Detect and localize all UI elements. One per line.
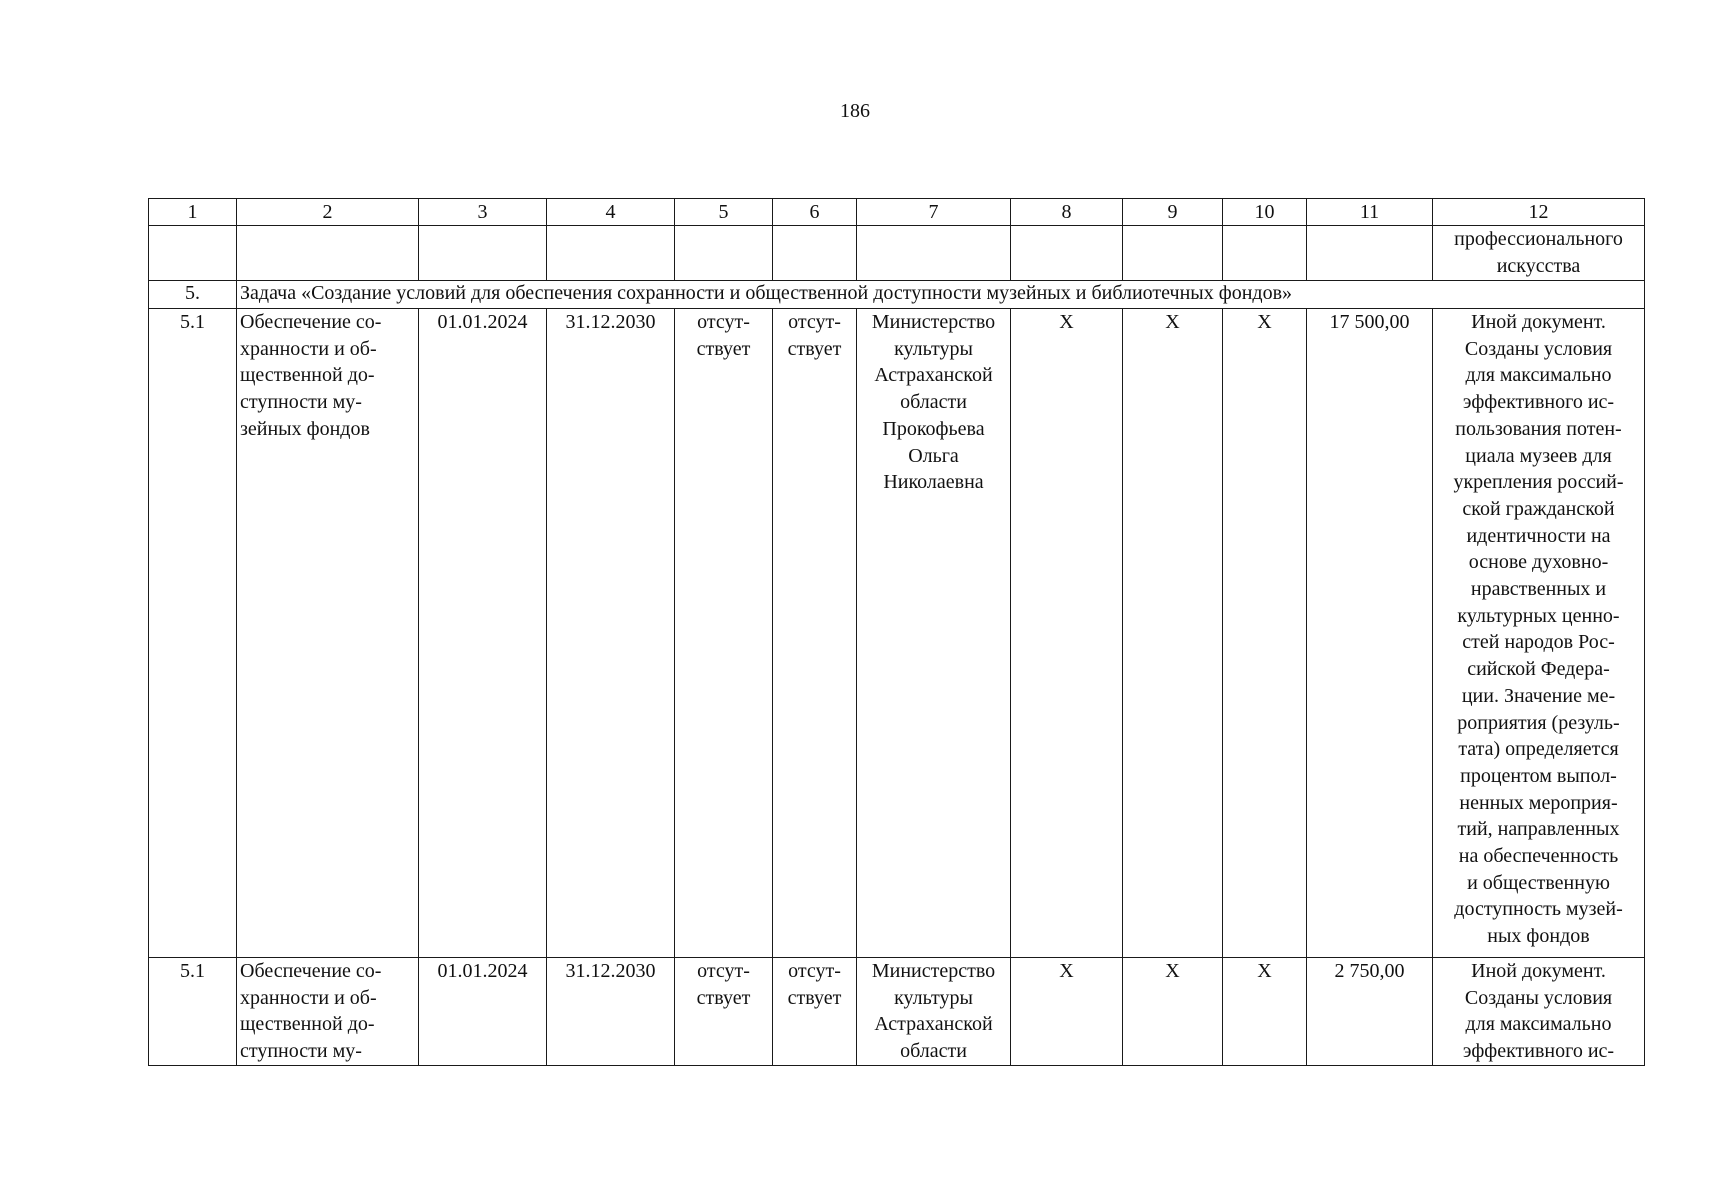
result-description: Иной документ. Созданы условия для максимально эффективного ис- <box>1433 958 1645 1066</box>
end-date: 31.12.2030 <box>547 309 675 958</box>
continuation-row <box>149 226 1645 281</box>
column-number-cell: 3 <box>419 199 547 226</box>
column-number-cell: 10 <box>1223 199 1307 226</box>
task-title: Задача «Создание условий для обеспечения сохранности и общественной доступности музейных и библиотечных фондов» <box>237 281 1645 309</box>
responsible-executor: Министерство культуры Астраханской области Прокофьева Ольга Николаевна <box>857 309 1011 958</box>
row-number: 5.1 <box>149 958 237 1066</box>
funding-amount: 2 750,00 <box>1307 958 1433 1066</box>
page-number: 186 <box>840 100 870 122</box>
column-number-cell: 6 <box>773 199 857 226</box>
column-number-cell: 1 <box>149 199 237 226</box>
column-number-cell: 5 <box>675 199 773 226</box>
continuation-text: профессионального искусства <box>1433 226 1645 281</box>
task-number: 5. <box>149 281 237 309</box>
activity-name: Обеспечение со- хранности и об- щественной до- ступности му- <box>237 958 419 1066</box>
column-6-value: отсут- ствует <box>773 958 857 1066</box>
column-9-value: X <box>1123 309 1223 958</box>
empty-cell <box>1223 226 1307 281</box>
row-number: 5.1 <box>149 309 237 958</box>
column-8-value: X <box>1011 958 1123 1066</box>
column-8-value: X <box>1011 309 1123 958</box>
column-number-cell: 11 <box>1307 199 1433 226</box>
column-number-cell: 4 <box>547 199 675 226</box>
empty-cell <box>773 226 857 281</box>
column-number-cell: 7 <box>857 199 1011 226</box>
start-date: 01.01.2024 <box>419 309 547 958</box>
column-number-cell: 9 <box>1123 199 1223 226</box>
start-date: 01.01.2024 <box>419 958 547 1066</box>
column-10-value: X <box>1223 958 1307 1066</box>
funding-amount: 17 500,00 <box>1307 309 1433 958</box>
empty-cell <box>857 226 1011 281</box>
column-number-cell: 8 <box>1011 199 1123 226</box>
empty-cell <box>1123 226 1223 281</box>
column-number-cell: 2 <box>237 199 419 226</box>
table-row <box>149 958 1645 1066</box>
empty-cell <box>675 226 773 281</box>
task-row <box>149 281 1645 309</box>
column-5-value: отсут- ствует <box>675 958 773 1066</box>
empty-cell <box>237 226 419 281</box>
column-9-value: X <box>1123 958 1223 1066</box>
activity-name: Обеспечение со- хранности и об- щественной до- ступности му- зейных фондов <box>237 309 419 958</box>
column-5-value: отсут- ствует <box>675 309 773 958</box>
column-number-cell: 12 <box>1433 199 1645 226</box>
empty-cell <box>547 226 675 281</box>
column-number-row <box>149 199 1645 226</box>
empty-cell <box>1011 226 1123 281</box>
column-10-value: X <box>1223 309 1307 958</box>
empty-cell <box>419 226 547 281</box>
table-row <box>149 309 1645 958</box>
column-6-value: отсут- ствует <box>773 309 857 958</box>
end-date: 31.12.2030 <box>547 958 675 1066</box>
empty-cell <box>1307 226 1433 281</box>
responsible-executor: Министерство культуры Астраханской области <box>857 958 1011 1066</box>
result-description: Иной документ. Созданы условия для максимально эффективного ис- пользования потен- циала музеев для укрепления россий- ской гражданской идентичности на основе духовно- нравственных и культурных ценно- стей народов Рос- сийской Федера- ции. Значение ме- роприятия (резуль- тата) определяется процентом выпол- ненных мероприя- тий, направленных на обеспеченность и общественную доступность музей- ных фондов <box>1433 309 1645 958</box>
document-table <box>148 198 1645 1066</box>
empty-cell <box>149 226 237 281</box>
